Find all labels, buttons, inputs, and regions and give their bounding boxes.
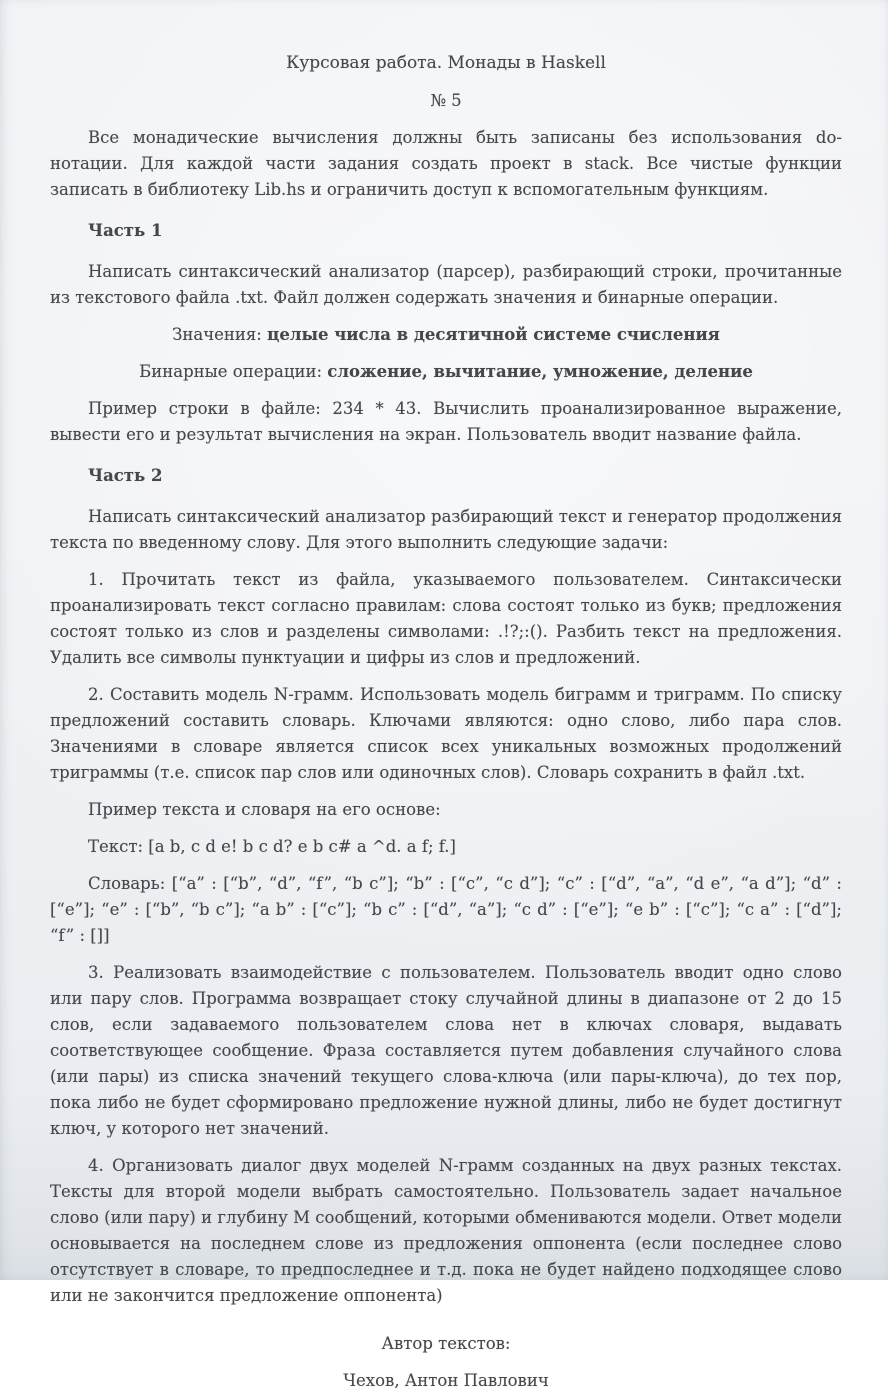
part2-paragraph: Написать синтаксический анализатор разбирающий текст и генератор продолжения текста по введенному слову. Для этого выполнить следующие задачи: [50,507,842,552]
part1-heading: Часть 1 [88,221,163,240]
footer-block [50,1331,842,1394]
example-text-line: Текст: [a b, c d e! b c d? e b c# a ^d. a f; f.] [88,837,456,856]
task-2: 2. Составить модель N-грамм. Использовать модель биграмм и триграмм. По списку предложений составить словарь. Ключами являются: одно слово, либо пара слов. Значениями в словаре является список всех уникальных возможных продолжений триграммы (т.е. список пар слов или одиночных слов). Словарь сохранить в файл .txt. [50,685,842,782]
part2-heading: Часть 2 [88,466,163,485]
values-text: целые числа в десятичной системе счисления [267,325,720,344]
part1-example-paragraph: Пример строки в файле: 234 * 43. Вычислить проанализированное выражение, вывести его и результат вычисления на экран. Пользователь вводит название файла. [50,399,842,444]
intro-paragraph: Все монадические вычисления должны быть записаны без использования do-нотации. Для каждой части задания создать проект в stack. Все чистые функции записать в библиотеку Lib.hs и ограничить доступ к вспомогательным функциям. [50,128,842,199]
operations-line [50,359,842,385]
task-1: 1. Прочитать текст из файла, указываемого пользователем. Синтаксически проанализировать текст согласно правилам: слова состоят только из букв; предложения состоят только из слов и разделены символами: .!?;:(). Разбить текст на предложения. Удалить все символы пунктуации и цифры из слов и предложений. [50,570,842,667]
part1-paragraph: Написать синтаксический анализатор (парсер), разбирающий строки, прочитанные из текстового файла .txt. Файл должен содержать значения и бинарные операции. [50,262,842,307]
example-intro: Пример текста и словаря на его основе: [88,800,441,819]
values-label: Значения: [172,325,262,344]
variant-number: № 5 [430,91,462,110]
example-dictionary-line: Словарь: [“a” : [“b”, “d”, “f”, “b c”]; “b” : [“c”, “c d”]; “c” : [“d”, “a”, “d e”, “a d”]; “d” : [“e”]; “e” : [“b”, “b c”]; “a b” : [“c”]; “b c” : [“d”, “a”]; “c d” : [“e”]; “e b” : [“c”]; “c a” : [“d”]; “f” : []] [50,874,842,945]
operations-label: Бинарные операции: [139,362,323,381]
document-title: Курсовая работа. Монады в Haskell [286,53,606,73]
operations-text: сложение, вычитание, умножение, деление [327,362,753,381]
task-3: 3. Реализовать взаимодействие с пользователем. Пользователь вводит одно слово или пару слов. Программа возвращает стоку случайной длины в диапазоне от 2 до 15 слов, если задаваемого пользователем слова нет в ключах словаря, выдавать соответствующее сообщение. Фраза составляется путем добавления случайного слова (или пары) из списка значений текущего слова-ключа (или пары-ключа), до тех пор, пока либо не будет сформировано предложение нужной длины, либо не будет достигнут ключ, у которого нет значений. [50,963,842,1138]
task-4: 4. Организовать диалог двух моделей N-грамм созданных на двух разных текстах. Тексты для второй модели выбрать самостоятельно. Пользователь задает начальное слово (или пару) и глубину М сообщений, которыми обмениваются модели. Ответ модели основывается на последнем слове из предложения оппонента (если последнее слово отсутствует в словаре, то предпоследнее и т.д. пока не будет найдено подходящее слово или не закончится предложение оппонента) [50,1156,842,1305]
values-line [50,322,842,348]
author-name: Чехов, Антон Павлович [343,1371,549,1390]
author-label: Автор текстов: [381,1334,511,1353]
